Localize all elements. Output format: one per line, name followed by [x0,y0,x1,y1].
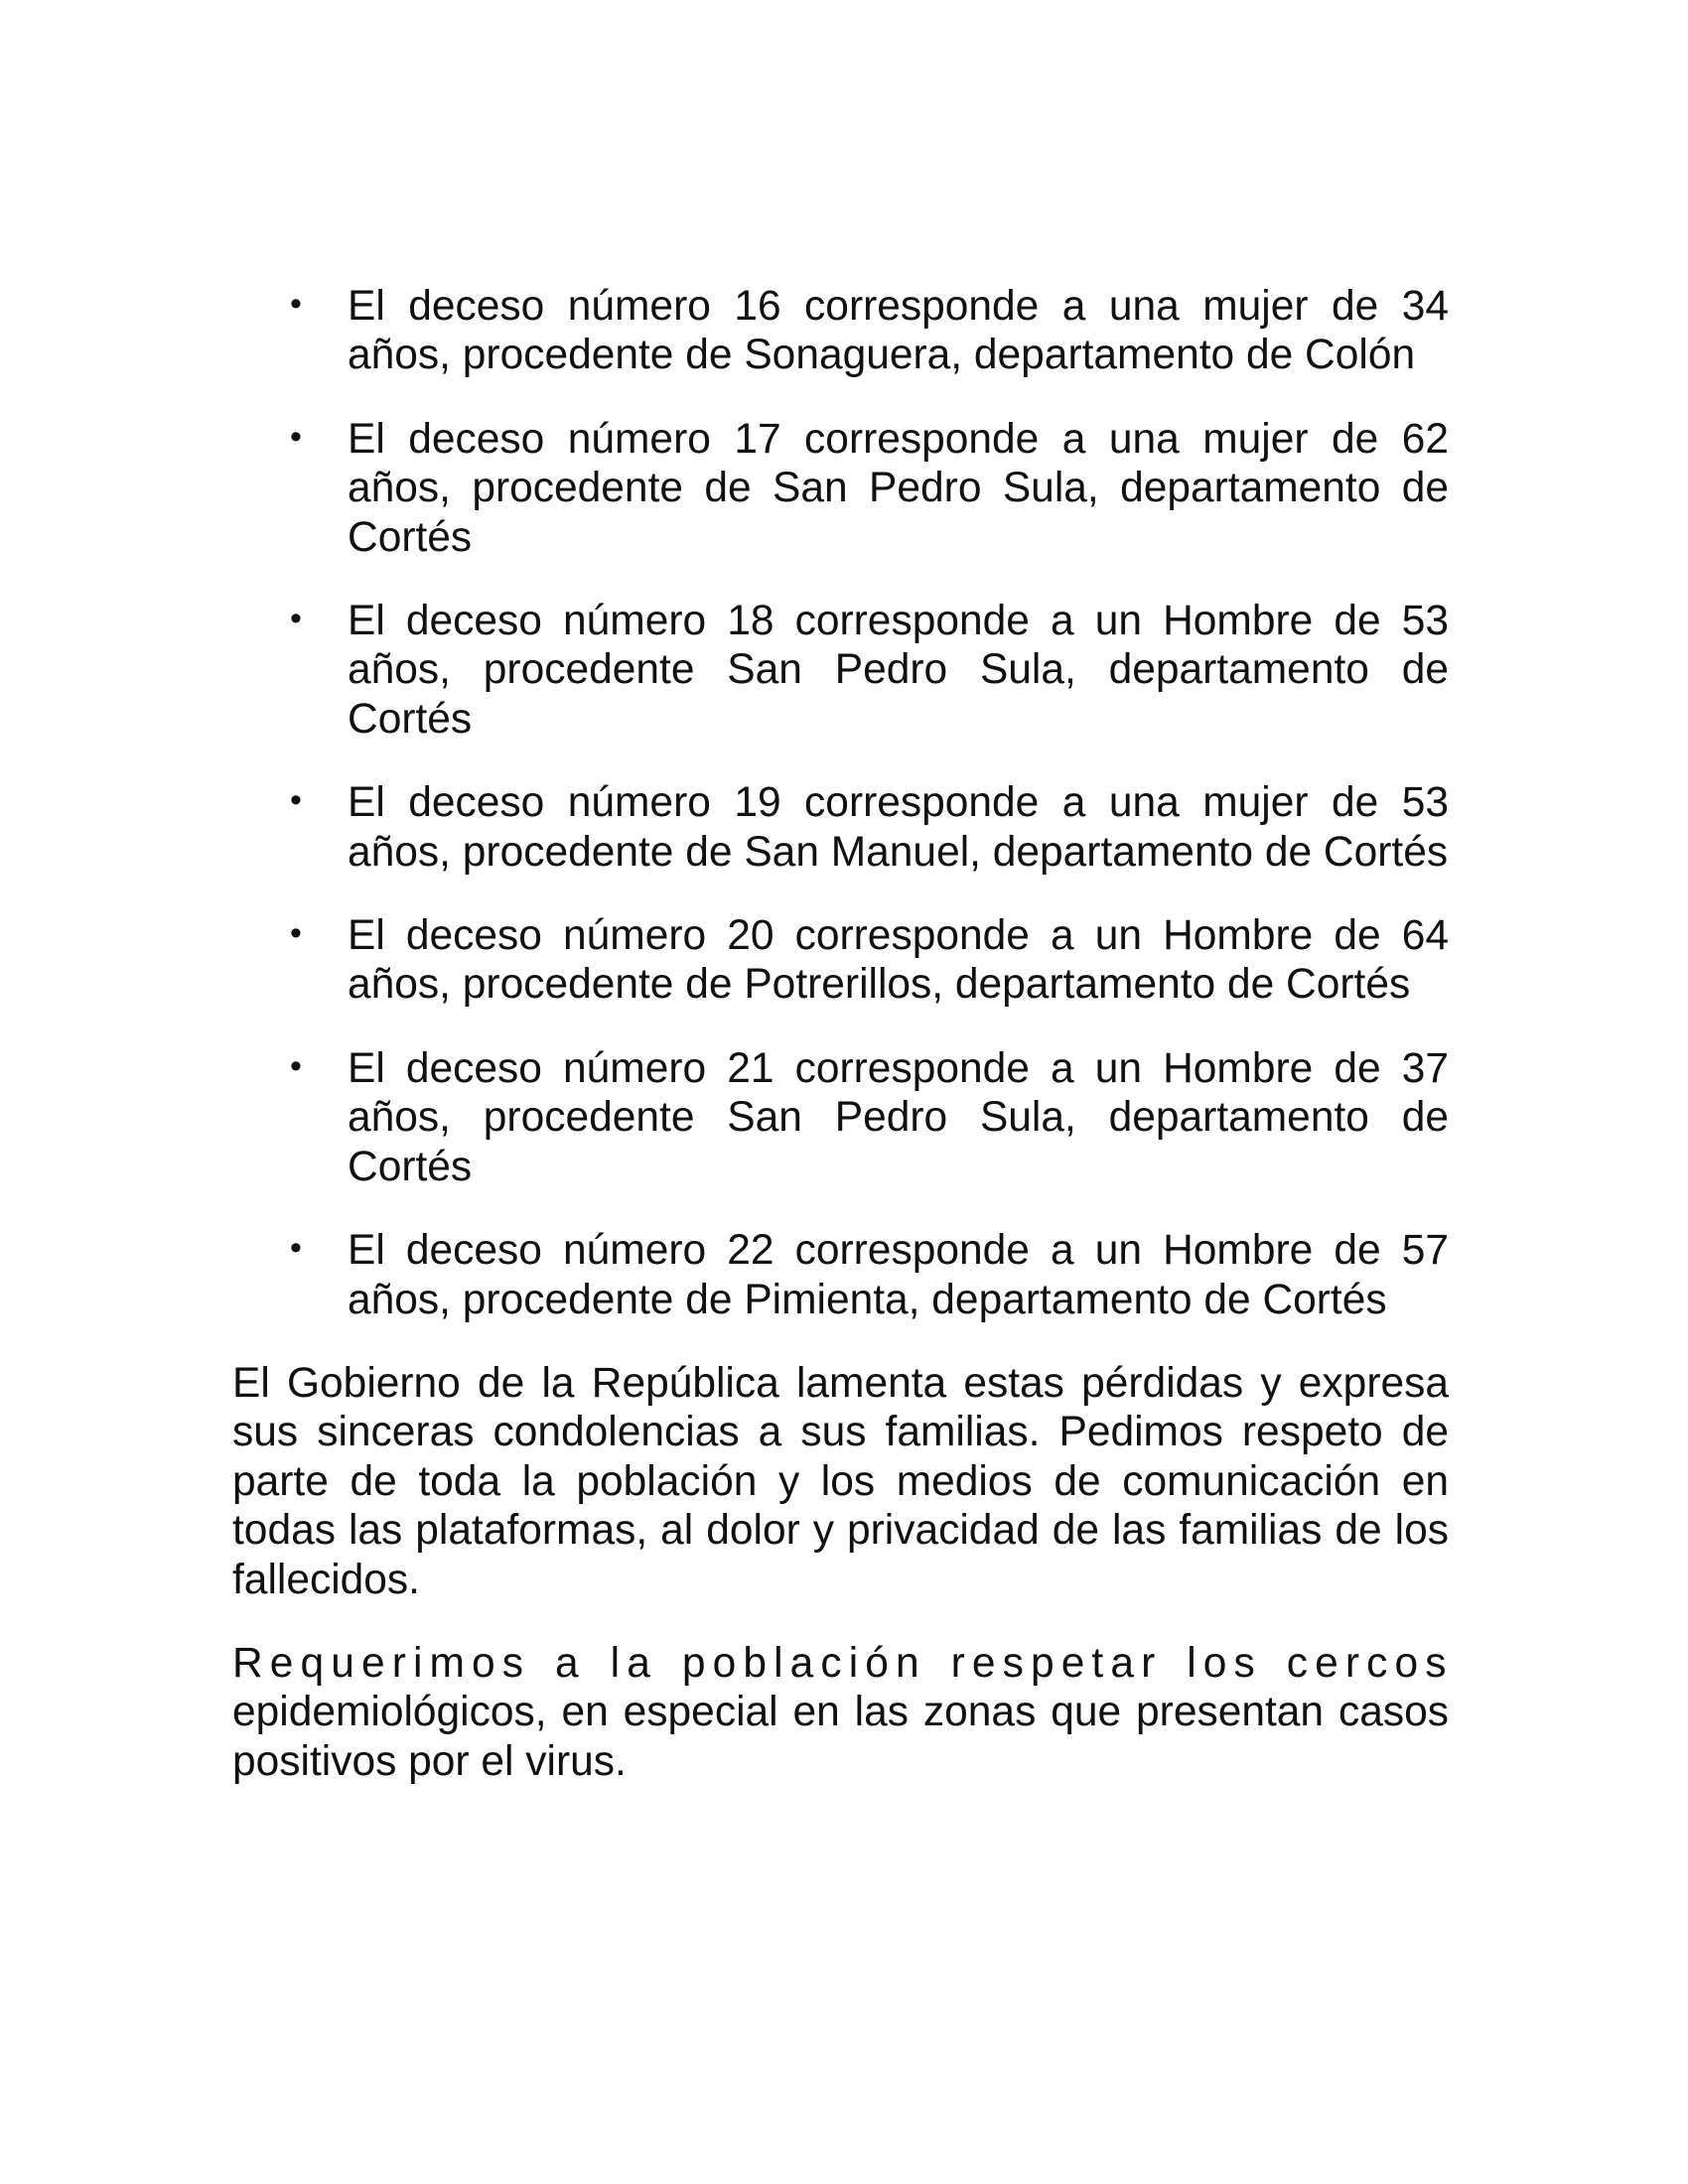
bullet-icon: • [290,1046,302,1085]
bullet-icon: • [290,914,302,953]
list-item-text: El deceso número 22 corresponde a un Hombre de 57 años, procedente de Pimienta, departamento de Cortés [348,1227,1449,1323]
bullet-icon: • [290,600,302,638]
list-item-text: El deceso número 17 corresponde a una mujer de 62 años, procedente de San Pedro Sula, departamento de Cortés [348,415,1449,561]
list-item-death-19 [232,778,1449,877]
bullet-icon: • [290,1229,302,1268]
condolences-paragraph: El Gobierno de la República lamenta estas pérdidas y expresa sus sinceras condolencias a sus familias. Pedimos respeto de parte de toda la población y los medios de comunicación en todas las plataformas, al dolor y privacidad de las familias de los fallecidos. [232,1359,1449,1603]
request-paragraph-first-line: Requerimos a la población respetar los cercos [232,1639,1454,1687]
request-paragraph-rest: epidemiológicos, en especial en las zonas que presentan casos positivos por el virus. [232,1689,1449,1785]
list-item-death-22 [232,1226,1449,1324]
list-item-death-20 [232,911,1449,1010]
list-item-death-21 [232,1044,1449,1191]
bullet-icon: • [290,417,302,456]
list-item-death-17 [232,415,1449,562]
list-item-text: El deceso número 20 corresponde a un Hombre de 64 años, procedente de Potrerillos, departamento de Cortés [348,912,1449,1009]
request-paragraph [232,1639,1454,1786]
bullet-icon: • [290,285,302,323]
deaths-list [232,282,1449,1324]
list-item-death-16 [232,282,1449,380]
list-item-text: El deceso número 16 corresponde a una mujer de 34 años, procedente de Sonaguera, departamento de Colón [348,283,1449,379]
list-item-text: El deceso número 19 corresponde a una mujer de 53 años, procedente de San Manuel, departamento de Cortés [348,779,1449,876]
list-item-death-18 [232,597,1449,744]
document-page [232,282,1454,1821]
list-item-text: El deceso número 21 corresponde a un Hombre de 37 años, procedente San Pedro Sula, departamento de Cortés [348,1044,1449,1190]
list-item-text: El deceso número 18 corresponde a un Hombre de 53 años, procedente San Pedro Sula, departamento de Cortés [348,598,1449,743]
bullet-icon: • [290,781,302,820]
